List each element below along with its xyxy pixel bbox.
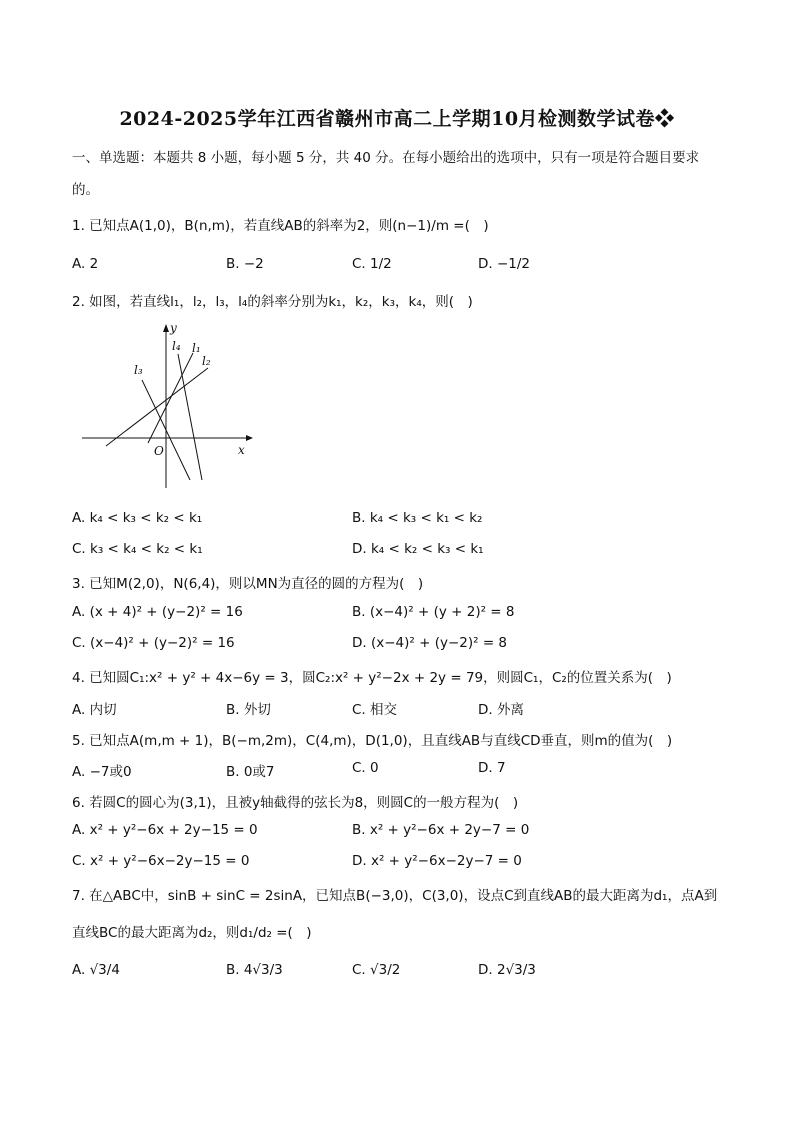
question-1-option-d: D. −1/2 <box>478 256 531 272</box>
question-1-option-c: C. 1/2 <box>352 256 392 272</box>
x-axis-arrow <box>246 435 253 441</box>
question-7-option-c: C. √3/2 <box>352 962 401 978</box>
question-3-option-d: D. (x−4)² + (y−2)² = 8 <box>352 635 508 651</box>
question-1-option-b: B. −2 <box>226 256 264 272</box>
question-2-option-a: A. k₄ < k₃ < k₂ < k₁ <box>72 510 203 526</box>
l1-label: l₁ <box>192 341 201 355</box>
question-5-option-c: C. 0 <box>352 760 379 776</box>
x-axis-label: x <box>238 443 245 457</box>
question-3-option-b: B. (x−4)² + (y + 2)² = 8 <box>352 604 515 620</box>
question-5-stem: 5. 已知点A(m,m + 1)，B(−m,2m)，C(4,m)，D(1,0)，且直线AB与直线CD垂直，则m的值为( ) <box>72 733 673 749</box>
question-6-option-a: A. x² + y²−6x + 2y−15 = 0 <box>72 822 258 838</box>
question-6-option-c: C. x² + y²−6x−2y−15 = 0 <box>72 853 250 869</box>
question-7-option-d: D. 2√3/3 <box>478 962 536 978</box>
line-l4 <box>178 354 202 480</box>
y-axis-label: y <box>170 321 177 335</box>
question-1-stem: 1. 已知点A(1,0)，B(n,m)，若直线AB的斜率为2，则(n−1)/m =( ) <box>72 218 489 234</box>
page-title: 2024-2025学年江西省赣州市高二上学期10月检测数学试卷❖ <box>119 108 675 130</box>
question-3-stem: 3. 已知M(2,0)，N(6,4)，则以MN为直径的圆的方程为( ) <box>72 576 424 592</box>
question-7-stem: 7. 在△ABC中，sinB + sinC = 2sinA，已知点B(−3,0)，C(3,0)，设点C到直线AB的最大距离为d₁，点A到 <box>72 888 718 904</box>
section-instructions-line-1: 一、单选题：本题共 8 小题，每小题 5 分，共 40 分。在每小题给出的选项中，只有一项是符合题目要求 <box>72 150 700 166</box>
question-3-option-c: C. (x−4)² + (y−2)² = 16 <box>72 635 235 651</box>
question-6-option-d: D. x² + y²−6x−2y−7 = 0 <box>352 853 522 869</box>
y-axis-arrow <box>163 324 169 332</box>
origin-label: O <box>154 444 164 458</box>
question-4-option-b: B. 外切 <box>226 702 271 718</box>
question-4-stem: 4. 已知圆C₁:x² + y² + 4x−6y = 3，圆C₂:x² + y²−2x + 2y = 79，则圆C₁，C₂的位置关系为( ) <box>72 670 672 686</box>
question-2-stem: 2. 如图，若直线l₁，l₂，l₃，l₄的斜率分别为k₁，k₂，k₃，k₄，则( ) <box>72 294 473 310</box>
question-4-option-d: D. 外离 <box>478 702 524 718</box>
question-5-option-b: B. 0或7 <box>226 764 275 780</box>
question-2-option-c: C. k₃ < k₄ < k₂ < k₁ <box>72 541 203 557</box>
lines-diagram <box>78 318 258 493</box>
question-4-option-c: C. 相交 <box>352 702 398 718</box>
question-4-option-a: A. 内切 <box>72 702 117 718</box>
question-2-option-d: D. k₄ < k₂ < k₃ < k₁ <box>352 541 484 557</box>
question-7-stem-continued: 直线BC的最大距离为d₂，则d₁/d₂ =( ) <box>72 925 312 941</box>
question-2-option-b: B. k₄ < k₃ < k₁ < k₂ <box>352 510 483 526</box>
question-6-stem: 6. 若圆C的圆心为(3,1)，且被y轴截得的弦长为8，则圆C的一般方程为( ) <box>72 795 519 811</box>
l3-label: l₃ <box>134 363 143 377</box>
question-6-option-b: B. x² + y²−6x + 2y−7 = 0 <box>352 822 530 838</box>
question-5-option-a: A. −7或0 <box>72 764 132 780</box>
l4-label: l₄ <box>172 339 181 353</box>
question-2-figure <box>78 318 258 497</box>
question-7-option-b: B. 4√3/3 <box>226 962 283 978</box>
section-instructions-line-2: 的。 <box>72 182 99 198</box>
question-1-option-a: A. 2 <box>72 256 99 272</box>
l2-label: l₂ <box>202 354 211 368</box>
question-7-option-a: A. √3/4 <box>72 962 120 978</box>
line-l2 <box>106 368 208 446</box>
question-5-option-d: D. 7 <box>478 760 506 776</box>
question-3-option-a: A. (x + 4)² + (y−2)² = 16 <box>72 604 243 620</box>
